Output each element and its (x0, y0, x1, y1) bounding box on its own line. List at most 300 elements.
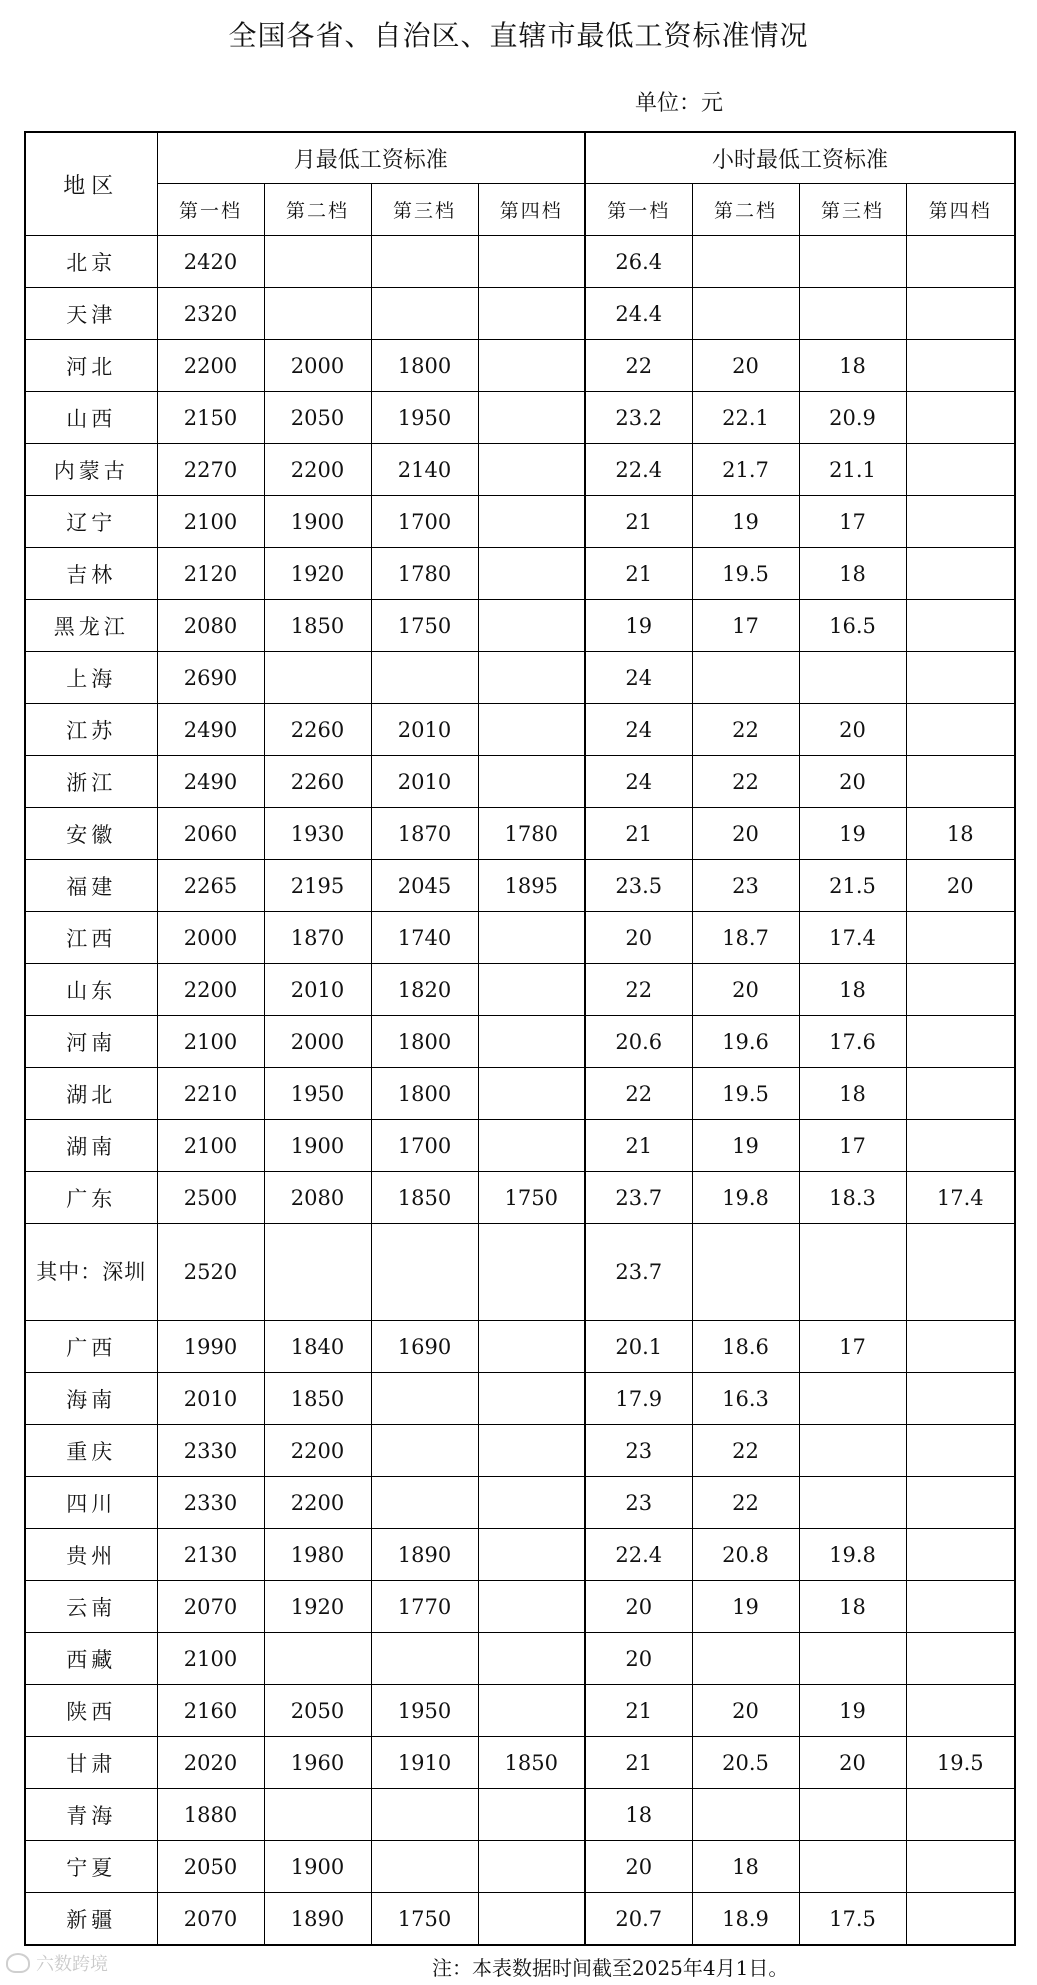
monthly-tier-1-cell: 2070 (157, 1893, 264, 1946)
table-row (25, 548, 1015, 600)
hourly-tier-2-cell (692, 1633, 799, 1685)
monthly-tier-1-cell: 2210 (157, 1068, 264, 1120)
hourly-tier-2-cell: 20.8 (692, 1529, 799, 1581)
table-row (25, 496, 1015, 548)
monthly-tier-1-cell: 2270 (157, 444, 264, 496)
hourly-tier-2-cell: 19.5 (692, 1068, 799, 1120)
region-cell: 广西 (25, 1321, 157, 1373)
monthly-tier-3-cell: 2045 (371, 860, 478, 912)
hourly-tier-3-cell: 18 (799, 340, 906, 392)
hourly-tier-1-cell: 24 (585, 652, 692, 704)
table-row (25, 964, 1015, 1016)
hourly-tier-2-cell: 19 (692, 496, 799, 548)
hourly-tier-4-cell (906, 1016, 1015, 1068)
hourly-tier-3-cell: 19 (799, 808, 906, 860)
table-row (25, 652, 1015, 704)
hourly-tier-3-cell (799, 288, 906, 340)
hourly-tier-3-cell: 20 (799, 1737, 906, 1789)
table-row (25, 1529, 1015, 1581)
watermark-text: 六数跨境 (36, 1954, 108, 1975)
footnote: 注：本表数据时间截至2025年4月1日。 (432, 1956, 789, 1980)
monthly-tier-3-cell (371, 1373, 478, 1425)
hourly-tier-4-cell (906, 1068, 1015, 1120)
hourly-tier-3-cell (799, 1633, 906, 1685)
region-cell: 内蒙古 (25, 444, 157, 496)
monthly-tier-1-cell: 2100 (157, 496, 264, 548)
hourly-tier-2-cell: 20.5 (692, 1737, 799, 1789)
table-row (25, 1172, 1015, 1224)
hourly-tier-3-cell: 17.5 (799, 1893, 906, 1946)
monthly-tier-1-cell: 2320 (157, 288, 264, 340)
monthly-tier-4-cell (478, 1120, 585, 1172)
hourly-tier-4-cell (906, 1685, 1015, 1737)
monthly-tier-3-cell: 1750 (371, 600, 478, 652)
hourly-tier-1-cell: 23 (585, 1477, 692, 1529)
monthly-tier-2-cell: 1930 (264, 808, 371, 860)
hourly-tier-2-cell: 18.7 (692, 912, 799, 964)
monthly-tier-1-cell: 2690 (157, 652, 264, 704)
table-row (25, 860, 1015, 912)
hourly-tier-1-cell: 22 (585, 1068, 692, 1120)
hourly-tier-1-cell: 21 (585, 496, 692, 548)
table-row (25, 444, 1015, 496)
table-row (25, 1841, 1015, 1893)
monthly-tier-3-cell: 1780 (371, 548, 478, 600)
hourly-tier-2-cell: 23 (692, 860, 799, 912)
hourly-tier-1-cell: 20.6 (585, 1016, 692, 1068)
table-row (25, 1685, 1015, 1737)
header-hourly-tier-4: 第四档 (906, 184, 1015, 236)
hourly-tier-4-cell (906, 1425, 1015, 1477)
monthly-tier-2-cell: 2200 (264, 1425, 371, 1477)
hourly-tier-1-cell: 20 (585, 1841, 692, 1893)
hourly-tier-4-cell (906, 496, 1015, 548)
monthly-tier-1-cell: 2330 (157, 1477, 264, 1529)
monthly-tier-3-cell (371, 236, 478, 288)
hourly-tier-3-cell: 20.9 (799, 392, 906, 444)
monthly-tier-4-cell (478, 548, 585, 600)
hourly-tier-1-cell: 24 (585, 704, 692, 756)
hourly-tier-2-cell: 22 (692, 704, 799, 756)
monthly-tier-4-cell (478, 704, 585, 756)
monthly-tier-1-cell: 2265 (157, 860, 264, 912)
monthly-tier-1-cell: 1880 (157, 1789, 264, 1841)
hourly-tier-2-cell: 18.6 (692, 1321, 799, 1373)
hourly-tier-4-cell (906, 340, 1015, 392)
hourly-tier-2-cell: 22 (692, 1477, 799, 1529)
monthly-tier-2-cell: 1950 (264, 1068, 371, 1120)
monthly-tier-3-cell: 1800 (371, 340, 478, 392)
header-region: 地区 (25, 132, 157, 236)
hourly-tier-2-cell: 20 (692, 1685, 799, 1737)
hourly-tier-3-cell: 18 (799, 548, 906, 600)
hourly-tier-2-cell: 17 (692, 600, 799, 652)
monthly-tier-2-cell: 2260 (264, 756, 371, 808)
table-row (25, 1581, 1015, 1633)
monthly-tier-3-cell: 1820 (371, 964, 478, 1016)
hourly-tier-4-cell: 20 (906, 860, 1015, 912)
monthly-tier-2-cell: 2195 (264, 860, 371, 912)
region-cell: 吉林 (25, 548, 157, 600)
region-cell: 云南 (25, 1581, 157, 1633)
monthly-tier-2-cell: 1900 (264, 496, 371, 548)
monthly-tier-3-cell (371, 1477, 478, 1529)
monthly-tier-1-cell: 2330 (157, 1425, 264, 1477)
hourly-tier-4-cell (906, 444, 1015, 496)
monthly-tier-2-cell: 2000 (264, 340, 371, 392)
hourly-tier-1-cell: 17.9 (585, 1373, 692, 1425)
monthly-tier-1-cell: 2000 (157, 912, 264, 964)
region-cell: 浙江 (25, 756, 157, 808)
monthly-tier-3-cell: 1910 (371, 1737, 478, 1789)
header-hourly-tier-3: 第三档 (799, 184, 906, 236)
monthly-tier-1-cell: 2070 (157, 1581, 264, 1633)
monthly-tier-2-cell: 1850 (264, 600, 371, 652)
hourly-tier-4-cell (906, 964, 1015, 1016)
monthly-tier-1-cell: 2200 (157, 964, 264, 1016)
region-cell: 山东 (25, 964, 157, 1016)
monthly-tier-4-cell (478, 1841, 585, 1893)
monthly-tier-3-cell (371, 652, 478, 704)
monthly-tier-4-cell (478, 1321, 585, 1373)
hourly-tier-4-cell (906, 236, 1015, 288)
region-cell: 黑龙江 (25, 600, 157, 652)
hourly-tier-1-cell: 20 (585, 1581, 692, 1633)
monthly-tier-4-cell: 1780 (478, 808, 585, 860)
hourly-tier-1-cell: 23.2 (585, 392, 692, 444)
hourly-tier-4-cell (906, 1120, 1015, 1172)
monthly-tier-1-cell: 2150 (157, 392, 264, 444)
table-row (25, 1120, 1015, 1172)
monthly-tier-2-cell: 1980 (264, 1529, 371, 1581)
monthly-tier-1-cell: 2100 (157, 1016, 264, 1068)
table-row (25, 1789, 1015, 1841)
hourly-tier-3-cell (799, 1373, 906, 1425)
monthly-tier-1-cell: 2130 (157, 1529, 264, 1581)
region-cell: 宁夏 (25, 1841, 157, 1893)
hourly-tier-4-cell (906, 1477, 1015, 1529)
table-row (25, 1477, 1015, 1529)
region-cell: 湖南 (25, 1120, 157, 1172)
monthly-tier-2-cell: 1920 (264, 548, 371, 600)
region-cell: 贵州 (25, 1529, 157, 1581)
hourly-tier-1-cell: 22.4 (585, 444, 692, 496)
header-hourly-tier-2: 第二档 (692, 184, 799, 236)
hourly-tier-3-cell: 20 (799, 704, 906, 756)
hourly-tier-4-cell (906, 912, 1015, 964)
hourly-tier-3-cell (799, 1477, 906, 1529)
table-row (25, 236, 1015, 288)
monthly-tier-2-cell: 2080 (264, 1172, 371, 1224)
hourly-tier-3-cell: 19 (799, 1685, 906, 1737)
monthly-tier-3-cell (371, 1224, 478, 1321)
region-cell: 天津 (25, 288, 157, 340)
monthly-tier-1-cell: 2490 (157, 756, 264, 808)
header-hourly-tier-1: 第一档 (585, 184, 692, 236)
hourly-tier-4-cell (906, 1529, 1015, 1581)
region-cell: 河南 (25, 1016, 157, 1068)
monthly-tier-3-cell: 1700 (371, 496, 478, 548)
hourly-tier-3-cell: 21.1 (799, 444, 906, 496)
monthly-tier-2-cell: 1920 (264, 1581, 371, 1633)
monthly-tier-4-cell (478, 1581, 585, 1633)
monthly-tier-2-cell: 2000 (264, 1016, 371, 1068)
monthly-tier-2-cell: 2200 (264, 1477, 371, 1529)
hourly-tier-4-cell (906, 756, 1015, 808)
page-title: 全国各省、自治区、直辖市最低工资标准情况 (228, 19, 809, 52)
watermark (6, 1950, 108, 1976)
hourly-tier-2-cell: 18 (692, 1841, 799, 1893)
hourly-tier-3-cell: 17 (799, 496, 906, 548)
monthly-tier-1-cell: 2050 (157, 1841, 264, 1893)
monthly-tier-1-cell: 2100 (157, 1633, 264, 1685)
monthly-tier-1-cell: 2160 (157, 1685, 264, 1737)
table-row (25, 756, 1015, 808)
region-cell: 湖北 (25, 1068, 157, 1120)
monthly-tier-1-cell: 2020 (157, 1737, 264, 1789)
unit-label: 单位：元 (635, 91, 724, 116)
monthly-tier-4-cell (478, 1685, 585, 1737)
hourly-tier-3-cell (799, 1224, 906, 1321)
monthly-tier-2-cell: 1900 (264, 1120, 371, 1172)
monthly-tier-4-cell: 1850 (478, 1737, 585, 1789)
monthly-tier-4-cell (478, 1224, 585, 1321)
monthly-tier-1-cell: 2420 (157, 236, 264, 288)
monthly-tier-3-cell: 1890 (371, 1529, 478, 1581)
region-cell: 江苏 (25, 704, 157, 756)
hourly-tier-1-cell: 23.7 (585, 1172, 692, 1224)
table-row (25, 1373, 1015, 1425)
hourly-tier-4-cell (906, 1373, 1015, 1425)
region-cell: 甘肃 (25, 1737, 157, 1789)
hourly-tier-4-cell (906, 1321, 1015, 1373)
table-row (25, 1016, 1015, 1068)
hourly-tier-3-cell: 16.5 (799, 600, 906, 652)
hourly-tier-4-cell (906, 1893, 1015, 1946)
monthly-tier-2-cell: 2010 (264, 964, 371, 1016)
monthly-tier-4-cell (478, 444, 585, 496)
table-row (25, 1224, 1015, 1321)
table-row (25, 600, 1015, 652)
table-row (25, 1068, 1015, 1120)
hourly-tier-3-cell: 18.3 (799, 1172, 906, 1224)
hourly-tier-2-cell: 19 (692, 1120, 799, 1172)
monthly-tier-3-cell: 1750 (371, 1893, 478, 1946)
hourly-tier-1-cell: 20.7 (585, 1893, 692, 1946)
hourly-tier-1-cell: 18 (585, 1789, 692, 1841)
hourly-tier-1-cell: 21 (585, 1120, 692, 1172)
hourly-tier-1-cell: 22.4 (585, 1529, 692, 1581)
hourly-tier-4-cell (906, 1581, 1015, 1633)
hourly-tier-3-cell (799, 1425, 906, 1477)
region-cell: 青海 (25, 1789, 157, 1841)
hourly-tier-2-cell: 19.6 (692, 1016, 799, 1068)
hourly-tier-1-cell: 23 (585, 1425, 692, 1477)
table-row (25, 808, 1015, 860)
hourly-tier-2-cell: 18.9 (692, 1893, 799, 1946)
region-cell: 江西 (25, 912, 157, 964)
monthly-tier-2-cell: 1960 (264, 1737, 371, 1789)
monthly-tier-2-cell: 1850 (264, 1373, 371, 1425)
monthly-tier-2-cell (264, 652, 371, 704)
monthly-tier-3-cell: 1800 (371, 1068, 478, 1120)
hourly-tier-3-cell: 17 (799, 1120, 906, 1172)
hourly-tier-4-cell (906, 1841, 1015, 1893)
hourly-tier-4-cell (906, 1633, 1015, 1685)
table-row (25, 1737, 1015, 1789)
hourly-tier-3-cell: 20 (799, 756, 906, 808)
monthly-tier-4-cell (478, 1016, 585, 1068)
monthly-tier-4-cell (478, 340, 585, 392)
monthly-tier-4-cell (478, 1373, 585, 1425)
monthly-tier-3-cell (371, 1789, 478, 1841)
hourly-tier-3-cell: 17.4 (799, 912, 906, 964)
region-cell: 其中：深圳 (25, 1224, 157, 1321)
hourly-tier-1-cell: 22 (585, 340, 692, 392)
hourly-tier-1-cell: 20 (585, 912, 692, 964)
hourly-tier-2-cell: 16.3 (692, 1373, 799, 1425)
header-monthly-tier-4: 第四档 (478, 184, 585, 236)
monthly-tier-1-cell: 2080 (157, 600, 264, 652)
monthly-tier-1-cell: 2060 (157, 808, 264, 860)
region-cell: 上海 (25, 652, 157, 704)
hourly-tier-3-cell: 18 (799, 1581, 906, 1633)
hourly-tier-2-cell: 22.1 (692, 392, 799, 444)
hourly-tier-4-cell (906, 288, 1015, 340)
hourly-tier-3-cell: 17 (799, 1321, 906, 1373)
monthly-tier-3-cell (371, 288, 478, 340)
monthly-tier-2-cell: 1900 (264, 1841, 371, 1893)
hourly-tier-3-cell: 17.6 (799, 1016, 906, 1068)
hourly-tier-1-cell: 19 (585, 600, 692, 652)
region-cell: 北京 (25, 236, 157, 288)
monthly-tier-2-cell: 2200 (264, 444, 371, 496)
region-cell: 重庆 (25, 1425, 157, 1477)
hourly-tier-3-cell (799, 1841, 906, 1893)
monthly-tier-2-cell (264, 1224, 371, 1321)
table-row (25, 1425, 1015, 1477)
monthly-tier-3-cell: 1850 (371, 1172, 478, 1224)
monthly-tier-2-cell (264, 1633, 371, 1685)
header-monthly: 月最低工资标准 (157, 132, 585, 184)
table-row (25, 912, 1015, 964)
region-cell: 山西 (25, 392, 157, 444)
monthly-tier-3-cell: 2140 (371, 444, 478, 496)
hourly-tier-3-cell (799, 1789, 906, 1841)
hourly-tier-2-cell: 19.5 (692, 548, 799, 600)
hourly-tier-4-cell: 18 (906, 808, 1015, 860)
monthly-tier-3-cell (371, 1841, 478, 1893)
monthly-tier-3-cell: 1700 (371, 1120, 478, 1172)
hourly-tier-4-cell (906, 548, 1015, 600)
table-row (25, 392, 1015, 444)
monthly-tier-1-cell: 2100 (157, 1120, 264, 1172)
monthly-tier-4-cell (478, 1789, 585, 1841)
table-row (25, 288, 1015, 340)
hourly-tier-1-cell: 21 (585, 1737, 692, 1789)
hourly-tier-1-cell: 20 (585, 1633, 692, 1685)
hourly-tier-3-cell (799, 652, 906, 704)
region-cell: 辽宁 (25, 496, 157, 548)
monthly-tier-2-cell: 1890 (264, 1893, 371, 1946)
hourly-tier-4-cell (906, 600, 1015, 652)
monthly-tier-3-cell: 1950 (371, 1685, 478, 1737)
monthly-tier-4-cell (478, 912, 585, 964)
hourly-tier-2-cell: 19.8 (692, 1172, 799, 1224)
hourly-tier-2-cell: 22 (692, 1425, 799, 1477)
monthly-tier-4-cell (478, 1425, 585, 1477)
monthly-tier-4-cell (478, 1893, 585, 1946)
monthly-tier-1-cell: 2500 (157, 1172, 264, 1224)
hourly-tier-4-cell (906, 392, 1015, 444)
region-cell: 四川 (25, 1477, 157, 1529)
monthly-tier-3-cell: 1740 (371, 912, 478, 964)
hourly-tier-2-cell (692, 288, 799, 340)
wage-table (24, 131, 1016, 1946)
hourly-tier-1-cell: 21 (585, 1685, 692, 1737)
monthly-tier-1-cell: 2010 (157, 1373, 264, 1425)
monthly-tier-4-cell: 1895 (478, 860, 585, 912)
monthly-tier-4-cell (478, 496, 585, 548)
hourly-tier-1-cell: 24.4 (585, 288, 692, 340)
monthly-tier-1-cell: 2490 (157, 704, 264, 756)
hourly-tier-1-cell: 24 (585, 756, 692, 808)
monthly-tier-1-cell: 2120 (157, 548, 264, 600)
table-row (25, 1893, 1015, 1946)
hourly-tier-2-cell: 20 (692, 964, 799, 1016)
monthly-tier-2-cell: 2260 (264, 704, 371, 756)
hourly-tier-3-cell: 18 (799, 964, 906, 1016)
hourly-tier-2-cell (692, 1224, 799, 1321)
hourly-tier-1-cell: 23.7 (585, 1224, 692, 1321)
monthly-tier-3-cell: 1870 (371, 808, 478, 860)
monthly-tier-4-cell (478, 1633, 585, 1685)
hourly-tier-1-cell: 26.4 (585, 236, 692, 288)
region-cell: 新疆 (25, 1893, 157, 1946)
header-hourly: 小时最低工资标准 (585, 132, 1015, 184)
monthly-tier-4-cell (478, 392, 585, 444)
header-monthly-tier-3: 第三档 (371, 184, 478, 236)
monthly-tier-2-cell: 2050 (264, 392, 371, 444)
hourly-tier-2-cell: 21.7 (692, 444, 799, 496)
region-cell: 海南 (25, 1373, 157, 1425)
table-body (25, 236, 1015, 1946)
hourly-tier-2-cell: 20 (692, 808, 799, 860)
monthly-tier-2-cell (264, 236, 371, 288)
hourly-tier-2-cell: 20 (692, 340, 799, 392)
monthly-tier-4-cell: 1750 (478, 1172, 585, 1224)
hourly-tier-2-cell (692, 652, 799, 704)
monthly-tier-4-cell (478, 1529, 585, 1581)
hourly-tier-3-cell: 18 (799, 1068, 906, 1120)
monthly-tier-2-cell: 2050 (264, 1685, 371, 1737)
hourly-tier-1-cell: 21 (585, 548, 692, 600)
table-row (25, 340, 1015, 392)
monthly-tier-4-cell (478, 288, 585, 340)
monthly-tier-4-cell (478, 600, 585, 652)
monthly-tier-3-cell: 1950 (371, 392, 478, 444)
monthly-tier-3-cell: 2010 (371, 756, 478, 808)
monthly-tier-4-cell (478, 1068, 585, 1120)
hourly-tier-3-cell: 19.8 (799, 1529, 906, 1581)
monthly-tier-4-cell (478, 236, 585, 288)
monthly-tier-1-cell: 2200 (157, 340, 264, 392)
region-cell: 安徽 (25, 808, 157, 860)
monthly-tier-2-cell: 1870 (264, 912, 371, 964)
hourly-tier-1-cell: 23.5 (585, 860, 692, 912)
hourly-tier-1-cell: 22 (585, 964, 692, 1016)
hourly-tier-1-cell: 20.1 (585, 1321, 692, 1373)
